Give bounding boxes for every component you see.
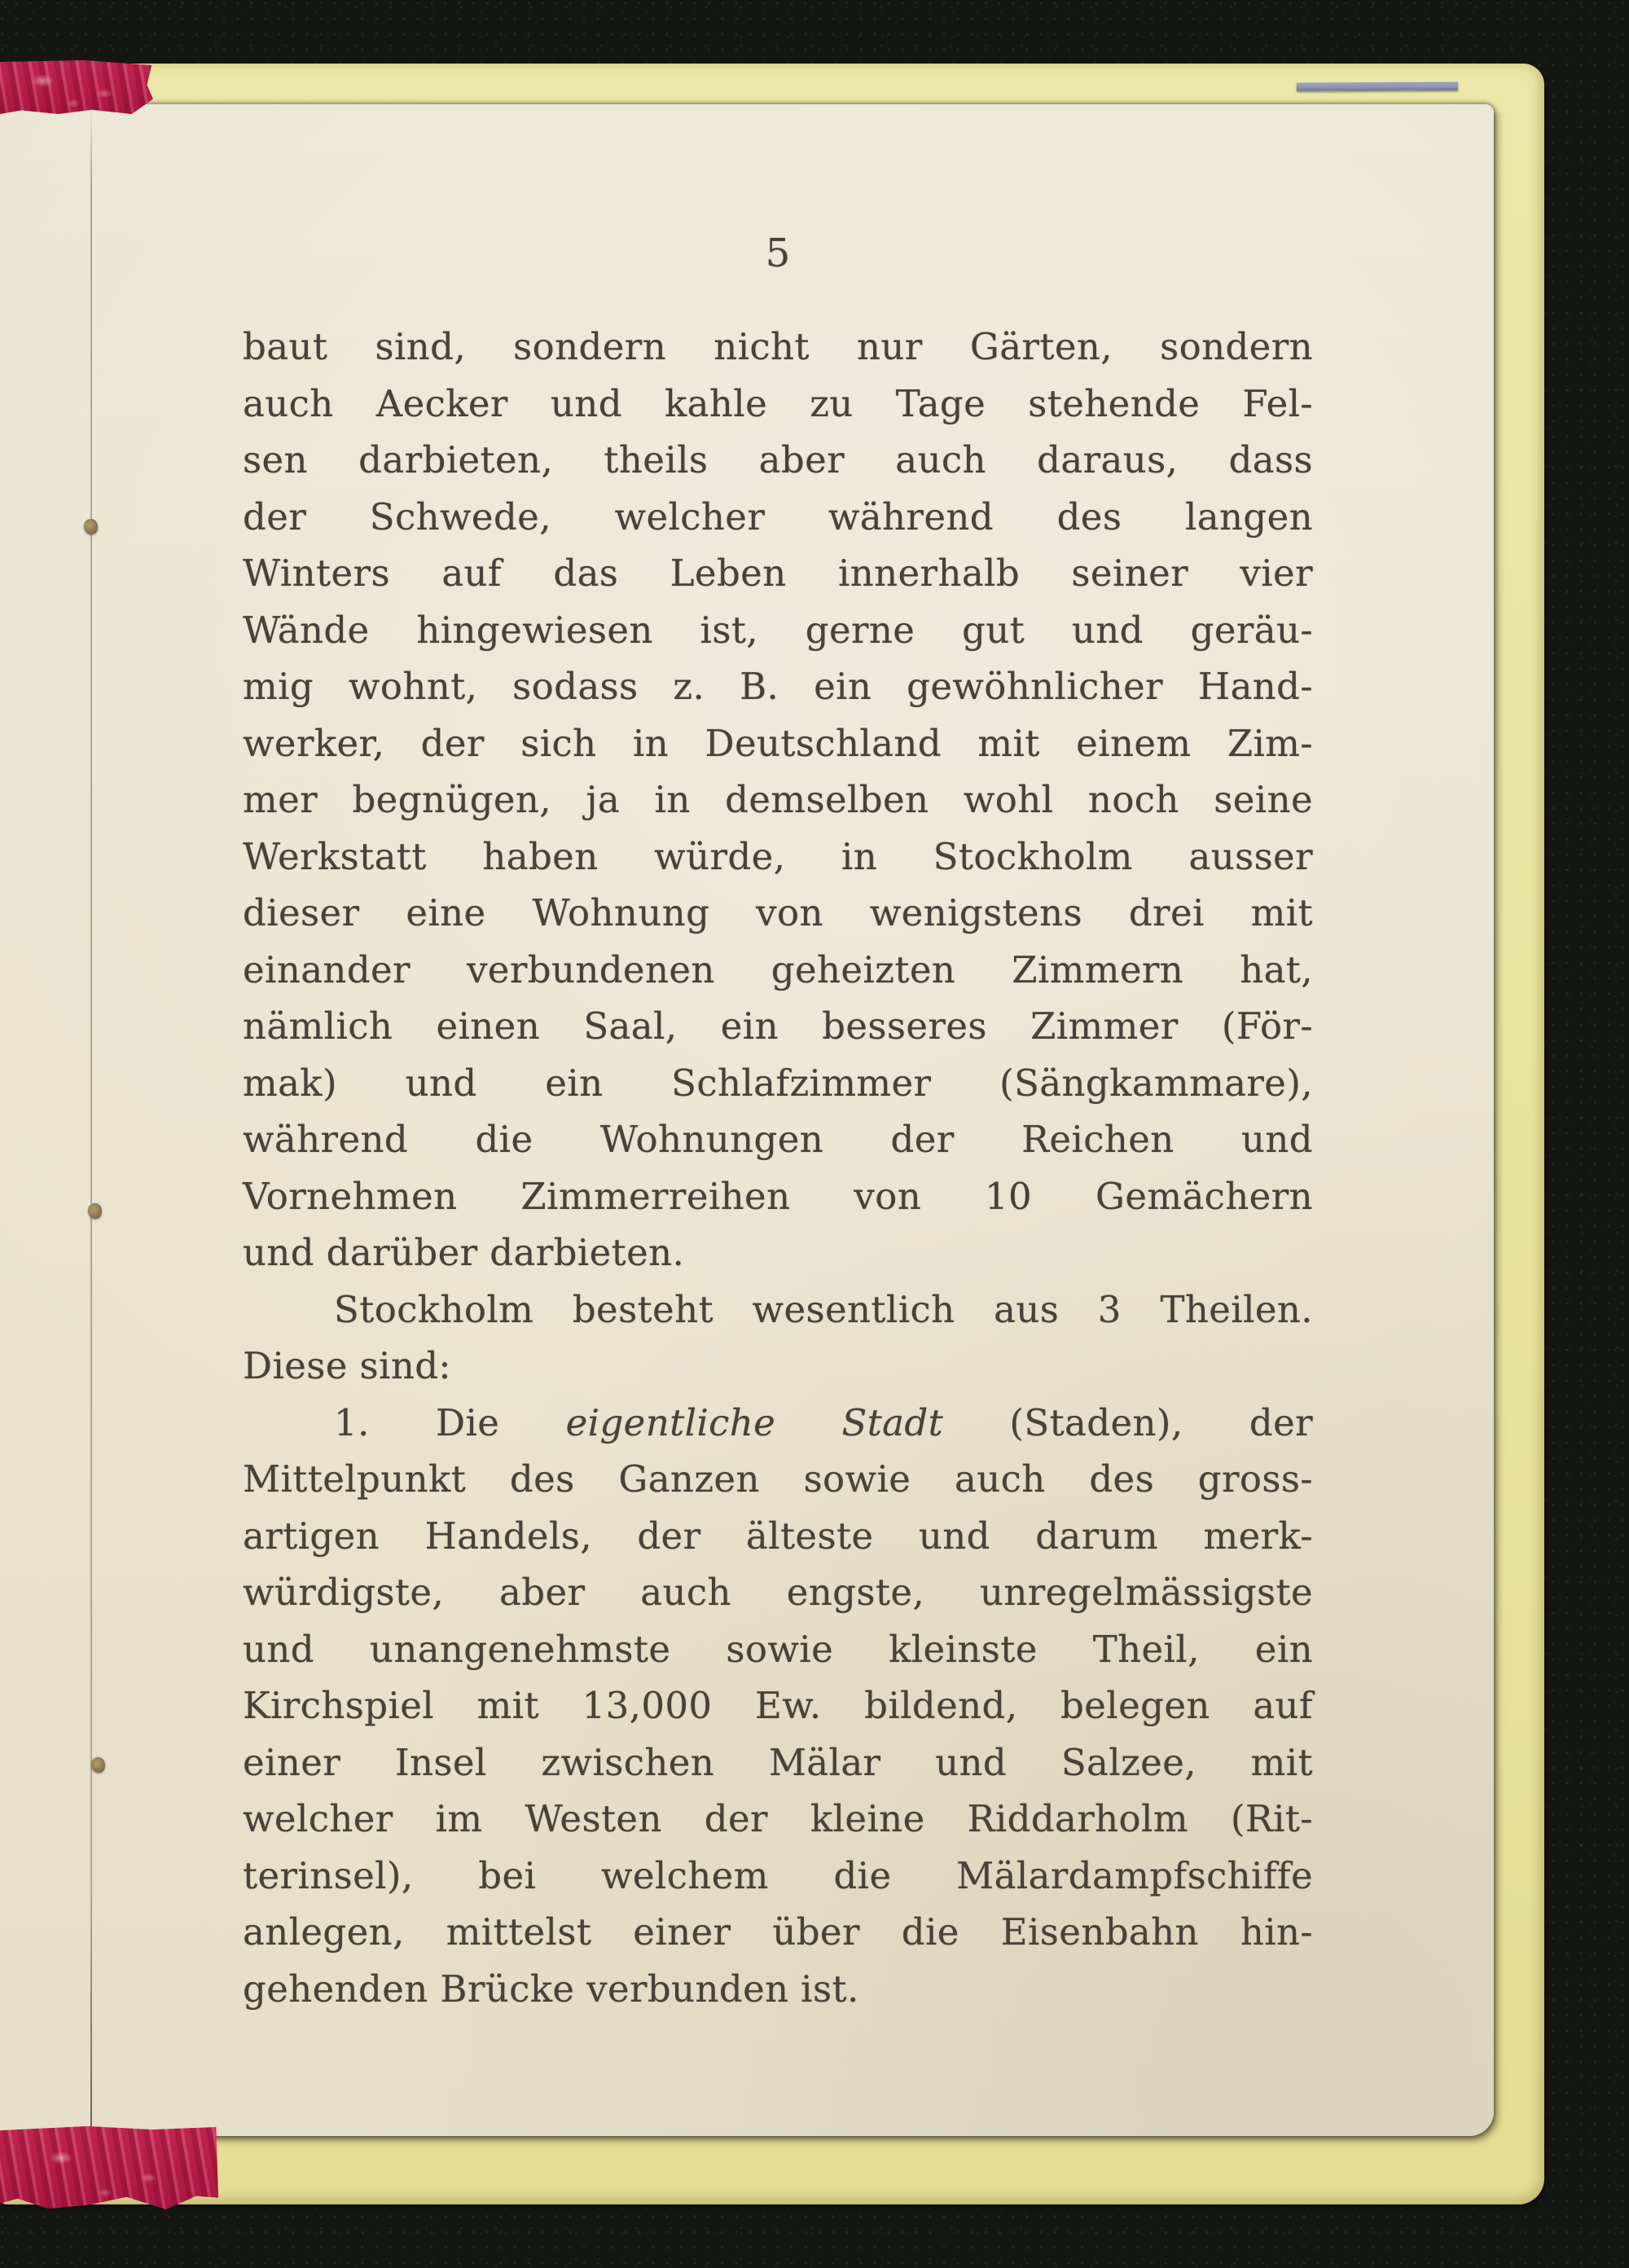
- text-line: Mittelpunkt des Ganzen sowie auch des gross-: [243, 1457, 1313, 1501]
- binding-stitch: [91, 1757, 105, 1773]
- text-line: würdigste, aber auch engste, unregelmässigste: [243, 1571, 1313, 1614]
- text-line: Werkstatt haben würde, in Stockholm ausser: [243, 834, 1313, 878]
- text-line: sen darbieten, theils aber auch daraus, dass: [243, 438, 1313, 481]
- text-line: Stockholm besteht wesentlich aus 3 Theilen.: [334, 1287, 1313, 1331]
- binding-crease: [90, 104, 92, 2136]
- page-number: 5: [765, 231, 791, 276]
- text-line: welcher im Westen der kleine Riddarholm (Rit-: [243, 1797, 1313, 1840]
- binding-stitch: [84, 519, 98, 534]
- text-line: auch Aecker und kahle zu Tage stehende Fel-: [243, 381, 1313, 425]
- text-line: der Schwede, welcher während des langen: [243, 494, 1313, 538]
- text-line: mak) und ein Schlafzimmer (Sängkammare),: [243, 1061, 1313, 1105]
- text-line: artigen Handels, der älteste und darum merk-: [243, 1514, 1313, 1558]
- text-line: mer begnügen, ja in demselben wohl noch seine: [243, 778, 1313, 821]
- text-line: und unangenehmste sowie kleinste Theil, ein: [243, 1627, 1313, 1671]
- marbled-edge-top: [0, 60, 153, 114]
- inner-page-edge-icon: [1297, 81, 1458, 90]
- text-line: während die Wohnungen der Reichen und: [243, 1118, 1313, 1161]
- text-line: einander verbundenen geheizten Zimmern hat,: [243, 947, 1313, 991]
- text-line: Diese sind:: [243, 1344, 451, 1387]
- text-line: baut sind, sondern nicht nur Gärten, sondern: [243, 325, 1313, 368]
- text-line: 1. Die eigentliche Stadt (Staden), der: [334, 1400, 1314, 1444]
- binding-stitch: [88, 1203, 102, 1219]
- text-line: anlegen, mittelst einer über die Eisenbahn hin-: [243, 1910, 1313, 1954]
- text-line: terinsel), bei welchem die Mälardampfschiffe: [243, 1853, 1313, 1897]
- text-line: Wände hingewiesen ist, gerne gut und geräu-: [243, 608, 1313, 652]
- text-line: einer Insel zwischen Mälar und Salzee, mit: [243, 1740, 1313, 1784]
- text-line: und darüber darbieten.: [243, 1231, 685, 1274]
- text-line: nämlich einen Saal, ein besseres Zimmer (För-: [243, 1004, 1313, 1048]
- text-line: dieser eine Wohnung von wenigstens drei mit: [243, 891, 1313, 934]
- marbled-edge-bottom: [0, 2126, 218, 2209]
- text-line: Winters auf das Leben innerhalb seiner vier: [243, 552, 1313, 595]
- text-line: mig wohnt, sodass z. B. ein gewöhnlicher Hand-: [243, 665, 1313, 708]
- text-line: gehenden Brücke verbunden ist.: [243, 1967, 859, 2011]
- page-text: [243, 319, 1313, 2017]
- text-line: werker, der sich in Deutschland mit einem Zim-: [243, 721, 1313, 765]
- text-line: Vornehmen Zimmerreihen von 10 Gemächern: [243, 1174, 1313, 1218]
- text-line: Kirchspiel mit 13,000 Ew. bildend, belegen auf: [243, 1684, 1313, 1727]
- book-page: [0, 104, 1494, 2136]
